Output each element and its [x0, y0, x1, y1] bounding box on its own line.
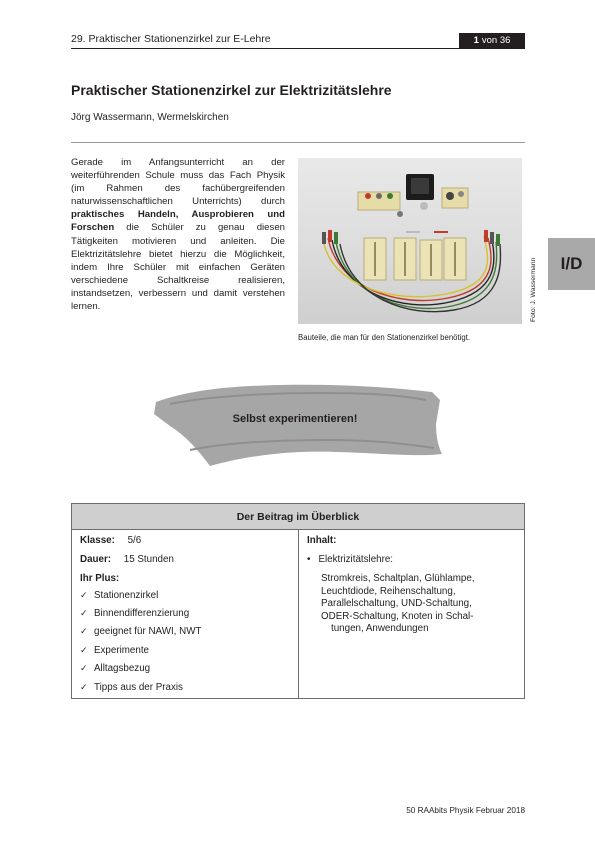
running-header: 29. Praktischer Stationenzirkel zur E-Lehre — [71, 33, 271, 45]
photo-credit: Foto: J. Wassermann — [530, 257, 537, 322]
list-item: ✓ Stationenzirkel — [80, 589, 159, 601]
inhalt-bullet-row — [307, 554, 393, 565]
klasse-label: Klasse: — [80, 535, 115, 546]
intro-text-1: Gerade im Anfangsunterricht an der weiterführenden Schule muss das Fach Physik (im Rahmen des fachübergreifenden naturwissenschaftlichen Unterrichts) durch — [71, 157, 285, 208]
intro-paragraph — [71, 156, 285, 313]
page-current: 1 — [473, 35, 479, 46]
page-total: von 36 — [481, 35, 511, 46]
header-rule — [71, 48, 525, 49]
article-title: Praktischer Stationenzirkel zur Elektrizitätslehre — [71, 82, 392, 98]
list-item: ✓ Tipps aus der Praxis — [80, 681, 183, 693]
footer-text: 50 RAAbits Physik Februar 2018 — [406, 806, 525, 815]
author-line: Jörg Wassermann, Wermelskirchen — [71, 112, 229, 123]
klasse-value: 5/6 — [127, 535, 142, 546]
plus-list — [80, 586, 290, 696]
banner-label: Selbst experimentieren! — [232, 413, 358, 425]
components-photo — [298, 158, 522, 324]
banner-brushstroke — [150, 380, 450, 470]
photo-illustration — [298, 158, 522, 324]
check-icon: ✓ — [80, 589, 88, 600]
check-icon: ✓ — [80, 626, 88, 637]
table-divider — [298, 530, 299, 699]
list-item: ✓ Experimente — [80, 644, 149, 656]
check-icon: ✓ — [80, 681, 88, 692]
inhalt-label: Inhalt: — [307, 535, 337, 546]
dauer-row — [80, 554, 174, 565]
intro-bold: praktisches Handeln, Ausprobieren und Forschen — [71, 209, 285, 234]
list-item: ✓ Binnendifferenzierung — [80, 608, 190, 620]
overview-heading: Der Beitrag im Überblick — [72, 504, 524, 530]
inhalt-bullet-text: Elektrizitätslehre: — [318, 554, 394, 565]
dauer-label: Dauer: — [80, 554, 112, 565]
section-tab: I/D — [548, 238, 595, 290]
intro-text-2: die Schüler zu genau diesen Tätigkeiten motivieren und anleiten. Die Elektrizitätslehre bietet hierzu die Möglichkeit, indem Ihre Schüler mit einfachen Geräten verschiedene Schaltkreise realisieren, instandsetzen, verbessern und damit verstehen lernen. — [71, 222, 285, 313]
check-icon: ✓ — [80, 644, 88, 655]
klasse-row — [80, 535, 141, 546]
page-indicator — [459, 33, 525, 48]
dauer-value: 15 Stunden — [123, 554, 174, 565]
photo-caption: Bauteile, die man für den Stationenzirkel benötigt. — [298, 333, 471, 342]
inhalt-topics: Stromkreis, Schaltplan, Glühlampe, Leuchtdiode, Reihenschaltung, Parallelschaltung, UND-Schaltung, ODER-Schaltung, Knoten in Schal- tungen, Anwendungen — [321, 573, 475, 635]
list-item: ✓ Alltagsbezug — [80, 663, 151, 675]
plus-label: Ihr Plus: — [80, 573, 120, 584]
bullet-icon: • — [307, 554, 311, 565]
check-icon: ✓ — [80, 608, 88, 619]
section-rule — [71, 142, 525, 143]
check-icon: ✓ — [80, 663, 88, 674]
list-item: ✓ geeignet für NAWI, NWT — [80, 626, 202, 638]
overview-table — [71, 503, 525, 699]
